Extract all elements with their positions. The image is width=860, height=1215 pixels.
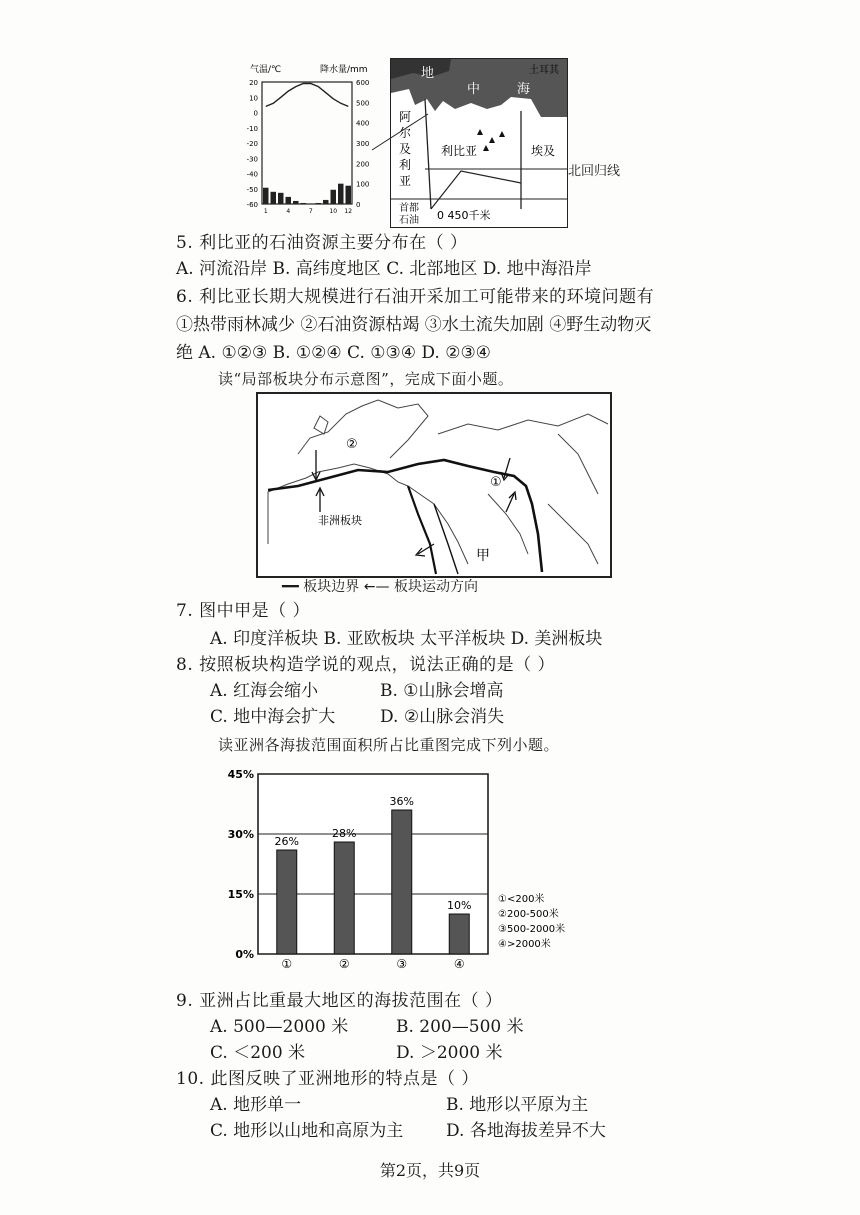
question-8-option-d: D. ②山脉会消失: [380, 707, 505, 727]
climate-left-tick: -10: [246, 124, 258, 133]
climate-right-tick: 300: [356, 140, 370, 148]
chart-y-ticks: [228, 768, 254, 961]
chart-y-tick: 0%: [235, 948, 254, 961]
page-footer: 第2页，共9页: [379, 1161, 481, 1180]
climate-temp-line: [266, 84, 349, 107]
map-label-algeria: 阿尔及利亚: [399, 110, 412, 188]
climate-precip-bar: [316, 203, 322, 204]
climate-left-tick: 20: [249, 79, 258, 87]
climate-precip-bar: [301, 203, 307, 204]
question-10: 10. 此图反映了亚洲地形的特点是（ ）: [176, 1069, 479, 1089]
climate-left-tick: -40: [246, 170, 258, 179]
chart-data-label: 36%: [389, 795, 414, 808]
question-5-options: A. 河流沿岸 B. 高纬度地区 C. 北部地区 D. 地中海沿岸: [176, 259, 592, 279]
chart-bar: [392, 810, 412, 954]
climate-right-tick: 200: [356, 160, 370, 169]
question-9-option-a: A. 500—2000 米: [210, 1017, 349, 1037]
climate-x-tick: 1: [263, 208, 268, 215]
chart-y-tick: 30%: [227, 828, 254, 841]
question-9-option-d: D. ＞2000 米: [396, 1043, 503, 1063]
chart-bar: [449, 914, 469, 954]
map-label-libya: 利比亚: [441, 144, 478, 158]
plate-map-legend: ━━ 板块边界 ←— 板块运动方向: [282, 579, 478, 595]
climate-precip-bar: [346, 186, 352, 204]
climate-precip-bar: [263, 188, 269, 204]
oil-field-markers: [477, 129, 505, 151]
chart-data-label: 26%: [274, 835, 299, 848]
question-8-option-b: B. ①山脉会增高: [380, 681, 504, 701]
question-10-option-a: A. 地形单一: [210, 1095, 302, 1115]
question-9-option-c: C. ＜200 米: [210, 1043, 306, 1063]
climate-left-tick: -60: [246, 201, 258, 209]
chart-y-tick: 15%: [227, 888, 254, 901]
climate-right-ticks: [356, 79, 369, 209]
question-8: 8. 按照板块构造学说的观点，说法正确的是（ ）: [176, 655, 556, 675]
chart-y-tick: 45%: [227, 768, 254, 781]
climate-x-ticks: [264, 208, 352, 215]
climate-left-tick: 10: [249, 94, 258, 103]
chart-x-ticks: [281, 957, 464, 971]
climate-precip-bar: [286, 197, 292, 204]
climate-precip-bar: [338, 184, 344, 204]
chart-x-tick: ④: [453, 957, 465, 971]
question-6-line2: ①热带雨林减少 ②石油资源枯竭 ③水土流失加剧 ④野生动物灭: [176, 315, 652, 335]
climate-precip-bar: [293, 201, 299, 204]
question-6-line3: 绝 A. ①②③ B. ①②④ C. ①③④ D. ②③④: [176, 343, 491, 363]
question-10-option-c: C. 地形以山地和高原为主: [210, 1121, 404, 1141]
chart-bar: [334, 842, 354, 954]
chart-legend-entry: ①<200米: [498, 894, 545, 905]
chart-x-tick: ③: [396, 957, 408, 971]
climate-left-ticks: [247, 79, 258, 209]
chart-x-tick: ①: [281, 957, 293, 971]
chart-data-label: 28%: [332, 827, 357, 840]
climate-left-tick: -20: [246, 140, 258, 148]
map-legend-capital: 首都: [399, 203, 419, 214]
map-label-sea3: 海: [517, 82, 531, 97]
map-label-egypt: 埃及: [531, 144, 556, 158]
question-8-option-a: A. 红海会缩小: [210, 681, 319, 701]
chart-intro: 读亚洲各海拔范围面积所占比重图完成下列小题。: [218, 736, 560, 754]
climate-left-axis-label: 气温/℃: [250, 65, 282, 75]
elevation-bar-chart: [222, 768, 572, 978]
climate-right-tick: 500: [356, 99, 370, 108]
climate-x-tick: 4: [286, 208, 291, 215]
africa-plate-label: 非洲板块: [318, 514, 362, 527]
question-10-option-b: B. 地形以平原为主: [446, 1095, 589, 1115]
question-8-option-c: C. 地中海会扩大: [210, 707, 336, 727]
climate-precip-bars: [263, 184, 351, 204]
chart-legend: [498, 892, 565, 950]
jia-label: 甲: [476, 548, 490, 564]
plate-marker-2: ②: [346, 437, 358, 452]
chart-legend-entry: ④>2000米: [498, 939, 551, 950]
climate-left-tick: -50: [246, 185, 258, 194]
climate-right-tick: 100: [356, 180, 370, 189]
climate-chart: [228, 62, 378, 217]
map-legend-oil: 石油: [399, 215, 419, 226]
question-7-options: A. 印度洋板块 B. 亚欧板块 太平洋板块 D. 美洲板块: [210, 629, 603, 649]
climate-x-tick: 7: [308, 208, 313, 215]
chart-bar: [277, 850, 297, 954]
map-scale: 0 450千米: [437, 209, 491, 222]
climate-precip-bar: [278, 193, 284, 204]
climate-right-tick: 0: [356, 201, 361, 209]
climate-left-tick: 0: [253, 109, 258, 118]
tropic-label: 北回归线: [568, 164, 621, 179]
map-label-sea2: 地: [421, 66, 435, 81]
map-label-turkey: 土耳其: [529, 65, 559, 76]
climate-precip-bar: [323, 200, 329, 204]
climate-right-tick: 400: [356, 119, 370, 128]
climate-x-tick: 12: [344, 208, 353, 215]
climate-precip-bar: [331, 190, 337, 204]
question-10-option-d: D. 各地海拔差异不大: [446, 1121, 606, 1141]
question-7: 7. 图中甲是（ ）: [176, 601, 311, 621]
chart-legend-entry: ②200-500米: [498, 909, 559, 920]
climate-precip-bar: [271, 192, 277, 204]
question-6: 6. 利比亚长期大规模进行石油开采加工可能带来的环境问题有: [176, 287, 655, 307]
climate-right-tick: 600: [356, 79, 370, 87]
question-9: 9. 亚洲占比重最大地区的海拔范围在（ ）: [176, 991, 503, 1011]
climate-left-tick: -30: [246, 155, 258, 164]
map-label-sea: 中: [467, 82, 481, 97]
climate-right-axis-label: 降水量/mm: [320, 65, 368, 75]
chart-x-tick: ②: [338, 957, 350, 971]
plate-marker-1: ①: [490, 475, 502, 490]
question-5: 5. 利比亚的石油资源主要分布在（ ）: [176, 233, 468, 253]
chart-data-label: 10%: [447, 899, 472, 912]
question-9-option-b: B. 200—500 米: [396, 1017, 524, 1037]
chart-legend-entry: ③500-2000米: [498, 924, 566, 935]
plates-intro: 读“局部板块分布示意图”，完成下面小题。: [218, 370, 514, 388]
plate-map: [256, 392, 612, 578]
climate-x-tick: 10: [329, 208, 338, 215]
